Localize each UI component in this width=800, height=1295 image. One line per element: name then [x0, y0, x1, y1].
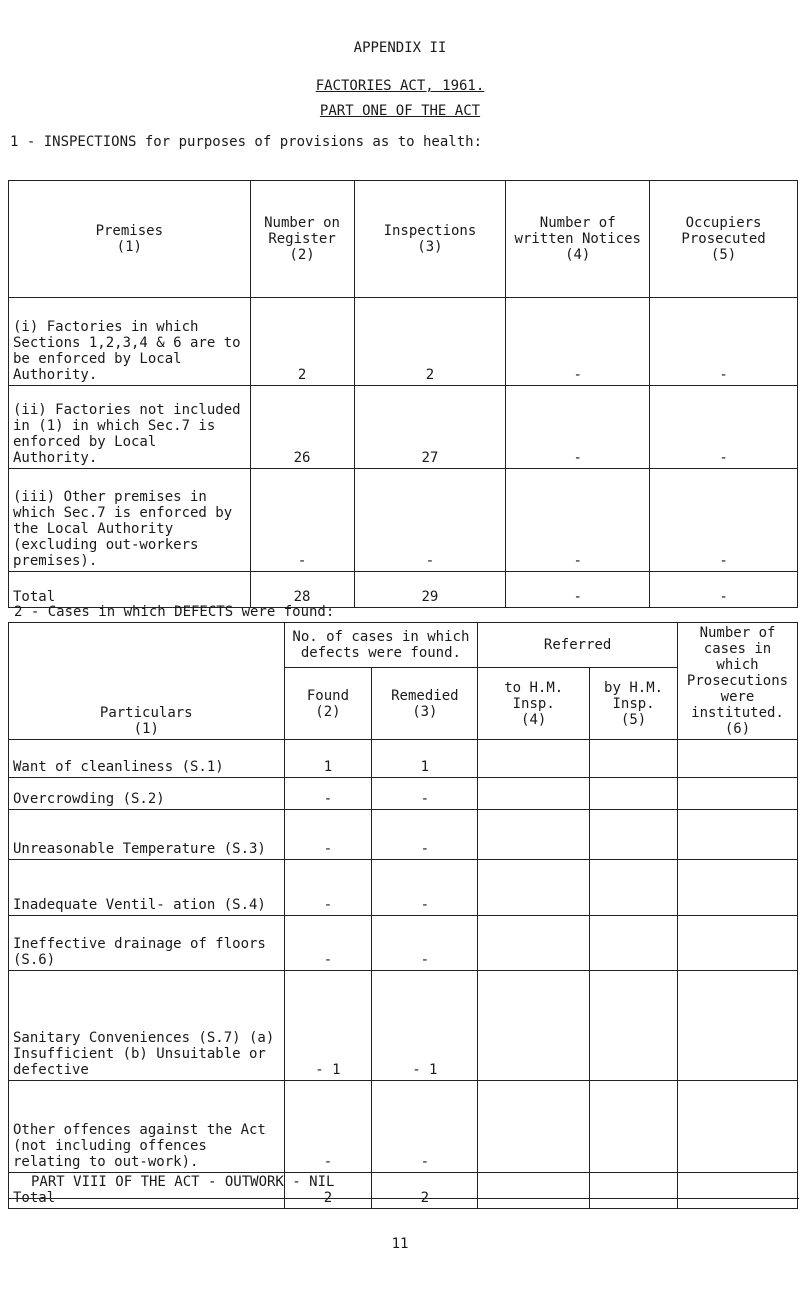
table-row: (iii) Other premises in which Sec.7 is enforced by the Local Authority (excluding out-workers premises). - - - - — [9, 469, 798, 572]
defects-table — [8, 622, 798, 1209]
part-title: PART ONE OF THE ACT — [319, 103, 481, 119]
table-row: Inadequate Ventil- ation (S.4) - - — [9, 860, 798, 916]
table-row: (ii) Factories not included in (1) in which Sec.7 is enforced by Local Authority. 26 27 - - — [9, 386, 798, 469]
t2-header-found: Found (2) — [284, 668, 372, 740]
table-row: (i) Factories in which Sections 1,2,3,4 & 6 are to be enforced by Local Authority. 2 2 - - — [9, 298, 798, 386]
t2-header-by-hm: by H.M. Insp. (5) — [590, 668, 678, 740]
t2-referred-header: Referred — [478, 623, 678, 668]
t2-header-remedied: Remedied (3) — [372, 668, 478, 740]
inspections-table — [8, 180, 798, 608]
table-row: Total 28 29 - - — [9, 572, 798, 608]
table-row: Other offences against the Act (not including offences relating to out-work). - - — [9, 1081, 798, 1173]
table-row: Overcrowding (S.2) - - — [9, 778, 798, 810]
table-row: Total 2 2 — [9, 1173, 798, 1209]
t2-header-prosecutions: Number of cases in which Prosecutions were instituted. (6) — [678, 623, 798, 740]
t1-header-inspections: Inspections (3) — [354, 181, 506, 298]
part-viii-box — [8, 1170, 799, 1199]
t1-header-prosecuted: Occupiers Prosecuted (5) — [650, 181, 798, 298]
part-viii-text: PART VIII OF THE ACT - OUTWORK - NIL — [31, 1174, 335, 1190]
act-title: FACTORIES ACT, 1961. — [315, 78, 485, 94]
table-row: Unreasonable Temperature (S.3) - - — [9, 810, 798, 860]
t1-header-notices: Number of written Notices (4) — [506, 181, 650, 298]
t2-group-header: No. of cases in which defects were found. — [284, 623, 478, 668]
section2-heading: 2 - Cases in which DEFECTS were found: — [14, 604, 335, 620]
t1-header-premises: Premises (1) — [9, 181, 251, 298]
t2-header-particulars: Particulars (1) — [9, 623, 285, 740]
table-row: Ineffective drainage of floors (S.6) - - — [9, 916, 798, 971]
t1-header-register: Number on Register (2) — [250, 181, 354, 298]
table-row: Sanitary Conveniences (S.7) (a) Insufficient (b) Unsuitable or defective - 1 - 1 — [9, 971, 798, 1081]
appendix-title: APPENDIX II — [353, 40, 447, 56]
t2-header-to-hm: to H.M. Insp. (4) — [478, 668, 590, 740]
table-row: Want of cleanliness (S.1) 1 1 — [9, 740, 798, 778]
section1-heading: 1 - INSPECTIONS for purposes of provisions as to health: — [10, 134, 483, 150]
page-number: 11 — [391, 1236, 409, 1252]
